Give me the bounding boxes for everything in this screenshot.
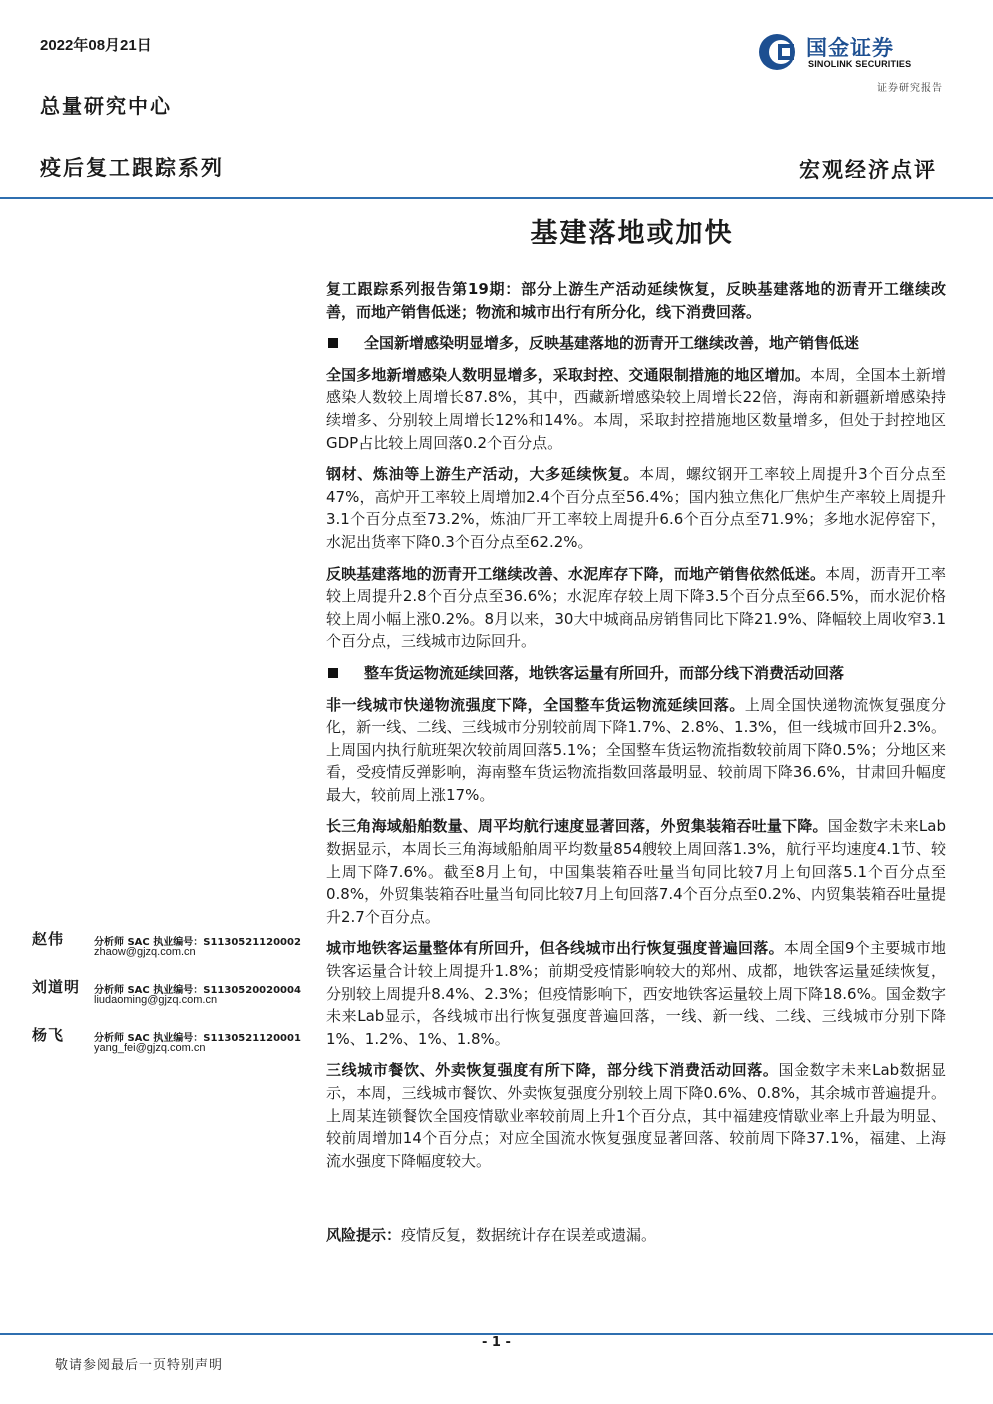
- analyst-license: 分析师 SAC 执业编号：S1130521120002: [94, 937, 301, 948]
- page-number: - 1 -: [476, 1335, 517, 1350]
- brand-name-en: SINOLINK SECURITIES: [808, 59, 912, 69]
- paragraph-text: 国金数字未来Lab数据显示，本周长三角海域船舶周平均数量854艘较上周回落1.3%，航行平均速度4.1节、较上周下降7.6%。截至8月上旬，中国集装箱吞吐量当旬同比较7月上旬回落5.1个百分点至0.8%，外贸集装箱吞吐量当旬同比较7月上旬回落7.4个百分点至0.2%、内贸集装箱吞吐量提升2.7个百分点。: [326, 817, 946, 926]
- square-bullet-icon: [328, 668, 338, 678]
- paragraph: [326, 364, 946, 454]
- disclaimer-notice: 敬请参阅最后一页特别声明: [55, 1358, 224, 1373]
- analyst-card: [32, 976, 307, 1024]
- analyst-name: 刘道明: [32, 978, 81, 996]
- risk-text: 疫情反复，数据统计存在误差或遗漏。: [401, 1226, 657, 1244]
- paragraph: [326, 563, 946, 653]
- paragraph-lead: 反映基建落地的沥青开工继续改善、水泥库存下降，而地产销售依然低迷。: [326, 564, 826, 583]
- analyst-list: [32, 928, 307, 1072]
- analyst-name: 杨飞: [32, 1026, 65, 1044]
- brand-subtitle: 证券研究报告: [877, 83, 943, 94]
- section-heading-text: 整车货运物流延续回落，地铁客运量有所回升，而部分线下消费活动回落: [364, 663, 845, 682]
- risk-label: 风险提示：: [326, 1226, 402, 1244]
- paragraph-lead: 长三角海域船舶数量、周平均航行速度显著回落，外贸集装箱吞吐量下降。: [326, 817, 828, 836]
- section-heading: [326, 332, 946, 355]
- brand-name-cn: 国金证券: [806, 36, 894, 60]
- analyst-card: [32, 1024, 307, 1072]
- paragraph-lead: 钢材、炼油等上游生产活动，大多延续恢复。: [326, 465, 640, 484]
- report-summary: 复工跟踪系列报告第19期：部分上游生产活动延续恢复，反映基建落地的沥青开工继续改善，而地产销售低迷；物流和城市出行有所分化，线下消费回落。: [326, 280, 946, 321]
- paragraph-text: 本周，沥青开工率较上周提升2.8个百分点至36.6%；水泥库存较上周下降3.5个百分点至66.5%，而水泥价格较上周小幅上涨0.2%。8月以来，30大中城商品房销售同比下降21.9%、降幅较上周收窄3.1个百分点，三线城市边际回升。: [326, 564, 946, 651]
- paragraph-lead: 城市地铁客运量整体有所回升，但各线城市出行恢复强度普遍回落。: [326, 939, 784, 958]
- paragraph-text: 本周全国9个主要城市地铁客运量合计较上周提升1.8%；前期受疫情影响较大的郑州、成都，地铁客运量延续恢复，分别较上周提升8.4%、2.3%；但疫情影响下，西安地铁客运量较上周下降18.6%。国金数字未来Lab显示，各线城市出行恢复强度普遍回落，一线、新一线、二线、三线城市分别下降1%、1.2%、1%、1.8%。: [326, 939, 946, 1048]
- report-title: 基建落地或加快: [530, 218, 734, 249]
- report-type: 宏观经济点评: [799, 157, 937, 182]
- paragraph-text: 本周，螺纹钢开工率较上周提升3个百分点至47%，高炉开工率较上周增加2.4个百分点至56.4%；国内独立焦化厂焦炉生产率较上周提升3.1个百分点至73.2%，炼油厂开工率较上周提升6.6个百分点至71.9%；多地水泥停窑下，水泥出货率下降0.3个百分点至62.2%。: [326, 465, 946, 551]
- analyst-license: 分析师 SAC 执业编号：S1130521120001: [94, 1033, 301, 1044]
- analyst-card: [32, 928, 307, 976]
- paragraph-lead: 三线城市餐饮、外卖恢复强度有所下降，部分线下消费活动回落。: [326, 1061, 779, 1080]
- analyst-email[interactable]: zhaow@gjzq.com.cn: [94, 946, 196, 958]
- analyst-license: 分析师 SAC 执业编号：S1130520020004: [94, 985, 301, 996]
- risk-warning: [326, 1224, 656, 1245]
- square-bullet-icon: [328, 338, 338, 348]
- paragraph: [326, 815, 946, 928]
- section-heading-text: 全国新增感染明显增多，反映基建落地的沥青开工继续改善，地产销售低迷: [364, 334, 860, 353]
- header-divider: [0, 197, 993, 199]
- report-date: 2022年08月21日: [40, 37, 152, 54]
- paragraph: [326, 937, 946, 1050]
- section-heading: [326, 662, 946, 685]
- research-center: 总量研究中心: [40, 94, 172, 118]
- analyst-name: 赵伟: [32, 930, 65, 948]
- paragraph: [326, 1059, 946, 1172]
- paragraph: [326, 694, 946, 807]
- paragraph-text: 上周全国快递物流恢复强度分化，新一线、二线、三线城市分别较前周下降1.7%、2.8%、1.3%，但一线城市回升2.3%。上周国内执行航班架次较前周回落5.1%；全国整车货运物流指数较前周下降0.5%；分地区来看，受疫情反弹影响，海南整车货运物流指数回落最明显、较前周下降36.6%，甘肃回升幅度最大，较前周上涨17%。: [326, 695, 946, 804]
- series-title: 疫后复工跟踪系列: [40, 155, 224, 180]
- paragraph-text: 国金数字未来Lab数据显示，本周，三线城市餐饮、外卖恢复强度分别较上周下降0.6%、0.8%，其余城市普遍提升。上周某连锁餐饮全国疫情歇业率较前周上升1个百分点，其中福建疫情歇业率上升最为明显、较前周增加14个百分点；对应全国流水恢复强度显著回落、较前周下降37.1%，福建、上海流水强度下降幅度较大。: [326, 1061, 946, 1170]
- analyst-email[interactable]: liudaoming@gjzq.com.cn: [94, 994, 218, 1006]
- report-body: [326, 278, 946, 1181]
- paragraph-text: 本周，全国本土新增感染人数较上周增长87.8%，其中，西藏新增感染较上周增长22倍，海南和新疆新增感染持续增多、分别较上周增长12%和14%。本周，采取封控措施地区数量增多，但处于封控地区GDP占比较上周回落0.2个百分点。: [326, 365, 946, 452]
- paragraph-lead: 非一线城市快递物流强度下降，全国整车货运物流延续回落。: [326, 695, 745, 714]
- analyst-email[interactable]: yang_fei@gjzq.com.cn: [94, 1042, 206, 1054]
- paragraph-lead: 全国多地新增感染人数明显增多，采取封控、交通限制措施的地区增加。: [326, 365, 810, 384]
- paragraph: [326, 463, 946, 553]
